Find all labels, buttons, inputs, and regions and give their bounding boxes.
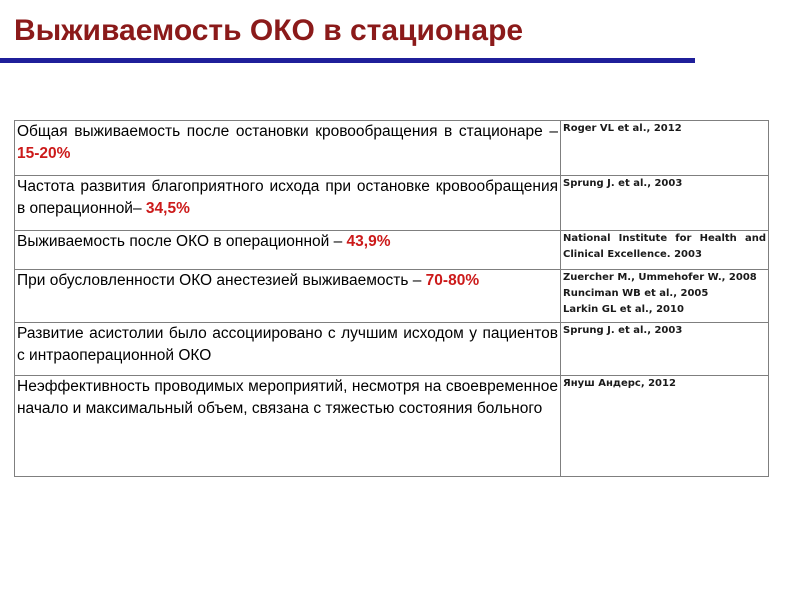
statement-cell	[15, 121, 561, 176]
reference-text: Zuercher M., Ummehofer W., 2008	[563, 272, 757, 283]
statement-highlight: 70-80%	[425, 272, 480, 289]
table-row	[15, 121, 769, 176]
reference-cell	[561, 323, 769, 376]
reference-text: Roger VL et al., 2012	[563, 123, 682, 134]
statement-text: Выживаемость после ОКО в операционной –	[17, 233, 347, 250]
reference-text: Януш Андерс, 2012	[563, 378, 676, 389]
statement-text: Общая выживаемость после остановки кровообращения в стационаре –	[17, 123, 558, 140]
reference-text: Sprung J. et al., 2003	[563, 178, 683, 189]
title-divider	[0, 58, 695, 63]
slide-title: Выживаемость ОКО в стационаре	[14, 14, 524, 47]
statement-cell	[15, 270, 561, 323]
statement-cell	[15, 231, 561, 270]
statement-text: Частота развития благоприятного исхода при остановке кровообращения в операционной–	[17, 178, 558, 217]
reference-cell	[561, 176, 769, 231]
statement-cell	[15, 176, 561, 231]
survival-table	[14, 120, 769, 477]
statement-text: Неэффективность проводимых мероприятий, несмотря на своевременное начало и максимальный объем, связана с тяжестью состояния больного	[17, 378, 558, 417]
reference-cell	[561, 270, 769, 323]
reference-cell	[561, 376, 769, 477]
table-row	[15, 176, 769, 231]
reference-cell	[561, 231, 769, 270]
table-row	[15, 323, 769, 376]
reference-text: Sprung J. et al., 2003	[563, 325, 683, 336]
table-row	[15, 376, 769, 477]
reference-text: Larkin GL et al., 2010	[563, 304, 684, 315]
statement-text: Развитие асистолии было ассоциировано с лучшим исходом у пациентов с интраоперационной ОКО	[17, 325, 558, 364]
table-row	[15, 270, 769, 323]
statement-text: При обусловленности ОКО анестезией выживаемость –	[17, 272, 426, 289]
table-row	[15, 231, 769, 270]
statement-highlight: 43,9%	[346, 233, 391, 250]
statement-highlight: 34,5%	[145, 200, 190, 217]
statement-highlight: 15-20%	[17, 145, 71, 162]
reference-cell	[561, 121, 769, 176]
reference-text: National Institute for Health and Clinical Excellence. 2003	[563, 233, 766, 260]
reference-text: Runciman WB et al., 2005	[563, 288, 709, 299]
statement-cell	[15, 376, 561, 477]
statement-cell	[15, 323, 561, 376]
